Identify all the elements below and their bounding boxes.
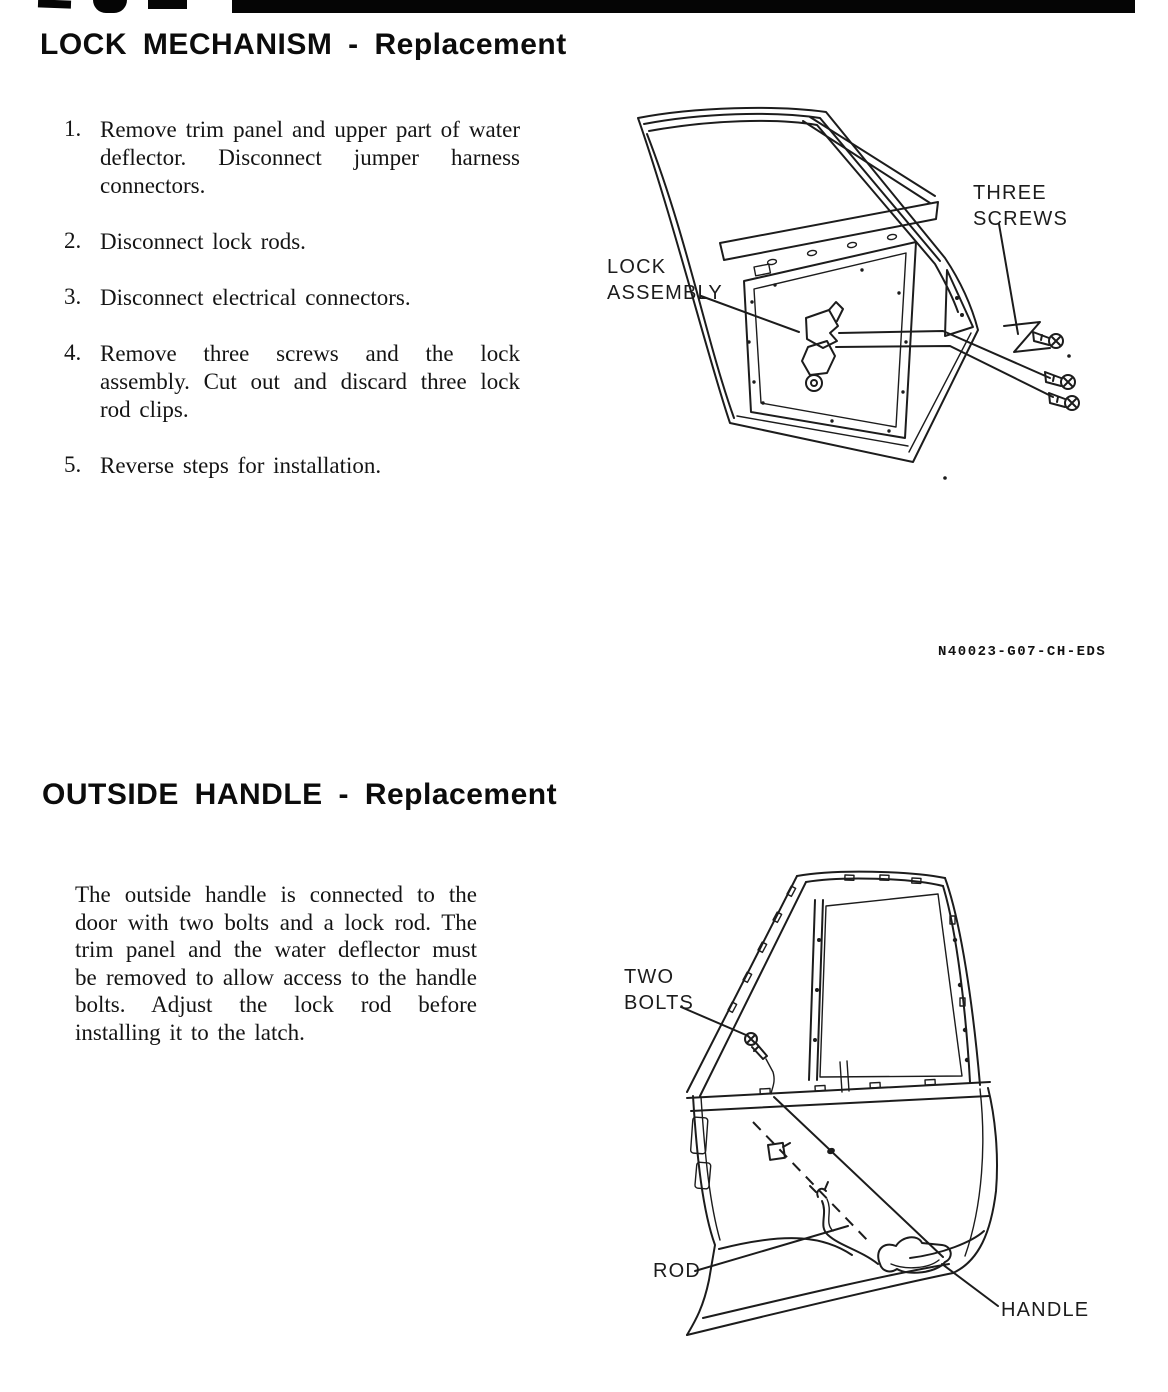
label-two-bolts	[624, 964, 694, 1016]
label-handle: HANDLE	[1001, 1299, 1090, 1321]
rod-drawing	[810, 1182, 878, 1264]
bolt-icon	[745, 1033, 774, 1094]
step-text: Reverse steps for installation.	[100, 453, 382, 478]
page-number-fragment	[148, 0, 187, 9]
label-three-screws	[973, 180, 1068, 232]
step-text: Disconnect lock rods.	[100, 229, 306, 254]
lock-mechanism-door-diagram	[600, 90, 1168, 650]
label-rod: ROD	[653, 1260, 702, 1282]
screw-icon	[1045, 372, 1075, 389]
rod-to-handle-line	[774, 1097, 943, 1257]
label-line: TWO	[624, 966, 675, 988]
step-number: 1.	[64, 116, 82, 141]
label-line: ASSEMBLY	[607, 282, 723, 304]
three-screws-leader-line	[999, 224, 1018, 334]
label-line: THREE	[973, 182, 1047, 204]
handle-leader-line	[942, 1264, 998, 1306]
label-line: SCREWS	[973, 208, 1068, 230]
outside-handle-paragraph: The outside handle is connected to the door with two bolts and a lock rod. The trim panel and the water deflector must be removed to allow access to the handle bolts. Adjust the lock rod before installing it to the latch.	[75, 882, 477, 1045]
step-number: 2.	[64, 228, 82, 253]
lock-rod-dashed-line	[753, 1122, 871, 1244]
section-title-outside-handle: OUTSIDE HANDLE - Replacement	[42, 778, 558, 811]
step-text: Remove three screws and the lock assembly. Cut out and discard three lock rod clips.	[100, 341, 520, 422]
label-line: LOCK	[607, 256, 667, 278]
screw-icon	[1049, 393, 1079, 410]
step-number: 3.	[64, 284, 82, 309]
figure-reference-code: N40023-G07-CH-EDS	[938, 644, 1107, 660]
step-text: Remove trim panel and upper part of water deflector. Disconnect jumper harness connectors.	[100, 117, 520, 198]
page-number-fragment	[93, 0, 127, 13]
section-title-lock-mechanism: LOCK MECHANISM - Replacement	[40, 28, 567, 61]
label-line: BOLTS	[624, 992, 695, 1014]
label-lock-assembly	[607, 254, 723, 306]
step-number: 5.	[64, 452, 82, 477]
step-text: Disconnect electrical connectors.	[100, 285, 411, 310]
screw-icon	[1033, 332, 1063, 348]
door-outline-drawing	[687, 872, 997, 1335]
header-rule-bar	[232, 0, 1135, 13]
page-number-fragment	[38, 0, 71, 9]
step-number: 4.	[64, 340, 82, 365]
